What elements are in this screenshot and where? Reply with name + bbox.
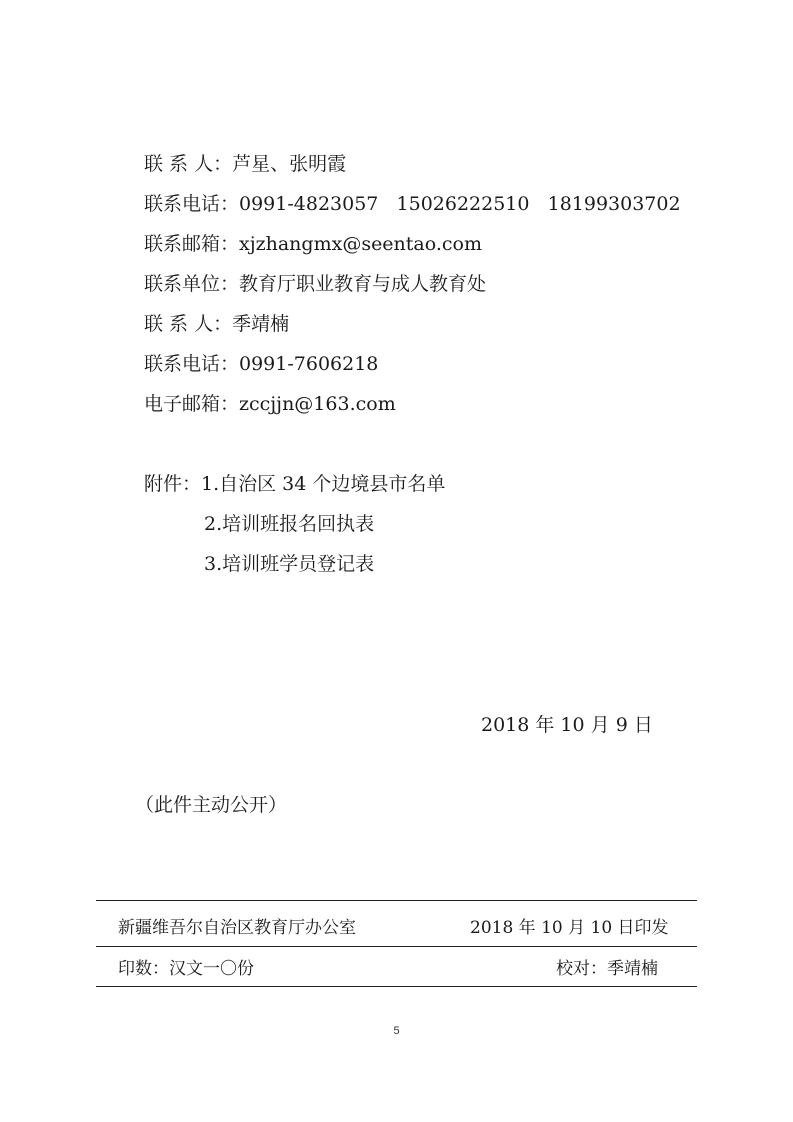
contact-person-b: 联 系 人：季靖楠 (144, 313, 290, 335)
footer-issuer: 新疆维吾尔自治区教育厅办公室 (118, 918, 356, 938)
contact-email-b: 电子邮箱：zccjjn@163.com (144, 393, 396, 415)
contact-unit-b: 联系单位：教育厅职业教育与成人教育处 (144, 273, 487, 295)
attachment-item-2: 2.培训班报名回执表 (204, 513, 375, 535)
document-date: 2018 年 10 月 9 日 (481, 714, 653, 736)
footer-proofreader: 校对：季靖楠 (556, 959, 658, 979)
footer-issue-date: 2018 年 10 月 10 日印发 (470, 918, 669, 938)
footer-middle-rule (96, 946, 697, 947)
attachment-item-1: 附件：1.自治区 34 个边境县市名单 (144, 473, 446, 495)
disclosure-note: （此件主动公开） (135, 794, 288, 816)
contact-phone-b: 联系电话：0991-7606218 (144, 353, 379, 375)
contact-email-a: 联系邮箱：xjzhangmx@seentao.com (144, 233, 482, 255)
footer-copies: 印数：汉文一〇份 (118, 959, 254, 979)
contact-phone-a: 联系电话：0991-4823057 15026222510 18199303702 (144, 193, 681, 215)
attachment-item-3: 3.培训班学员登记表 (204, 553, 375, 575)
contact-person-a: 联 系 人：芦星、张明霞 (144, 153, 347, 175)
footer-bottom-rule (96, 986, 697, 987)
footer-top-rule (96, 900, 697, 901)
page-number: 5 (393, 1025, 400, 1037)
